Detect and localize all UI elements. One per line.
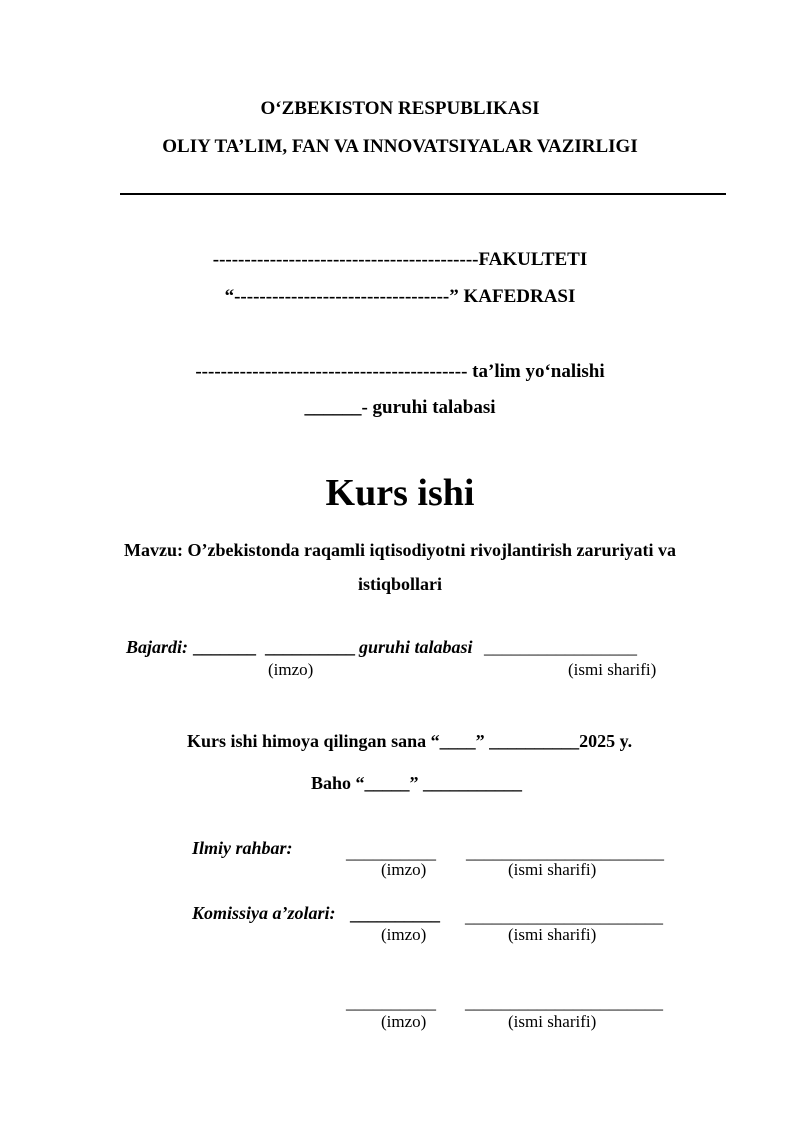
commission2-imzo-caption: (imzo) [381,1012,427,1031]
commission2-name-caption: (ismi sharifi) [508,1012,597,1031]
faculty-line: ------------------------------------------FAKULTETI [212,249,588,270]
performer-group-blank: __________ [265,637,355,657]
supervisor-name-blank: ______________________ [466,842,664,862]
commission-imzo-caption: (imzo) [381,925,427,944]
group-line: ______- guruhi talabasi [304,397,496,418]
performer-name-caption: (ismi sharifi) [568,660,657,679]
supervisor-label: Ilmiy rahbar: [192,838,293,858]
commission2-name-blank: ______________________ [465,992,663,1012]
supervisor-name-caption: (ismi sharifi) [508,860,597,879]
ministry-name: OLIY TA’LIM, FAN VA INNOVATSIYALAR VAZIRLIGI [162,136,638,157]
header-divider [120,193,726,195]
performer-label: Bajardi: [126,637,189,657]
performer-signature-blank: _______ [193,637,256,657]
document-title: Kurs ishi [325,472,475,514]
direction-line: ------------------------------------------- ta’lim yo‘nalishi [195,361,605,382]
topic-line-1: Mavzu: O’zbekistonda raqamli iqtisodiyotni rivojlantirish zaruriyati va [124,540,676,560]
supervisor-imzo-caption: (imzo) [381,860,427,879]
performer-name-blank: _________________ [484,637,637,657]
commission-name-caption: (ismi sharifi) [508,925,597,944]
grade-line: Baho “_____” ___________ [311,773,523,793]
defense-date-line: Kurs ishi himoya qilingan sana “____” __________2025 y. [187,731,633,751]
topic-line-2: istiqbollari [357,574,442,594]
performer-imzo-caption: (imzo) [268,660,314,679]
commission-name-blank: ______________________ [465,906,663,926]
commission-signature-blank: __________ [350,904,440,924]
performer-group-text: guruhi talabasi [359,637,473,657]
department-line: “----------------------------------” KAFEDRASI [224,286,576,307]
ministry-country: O‘ZBEKISTON RESPUBLIKASI [260,98,540,119]
commission2-signature-blank: __________ [346,992,436,1012]
commission-label: Komissiya a’zolari: [192,903,336,923]
supervisor-signature-blank: __________ [346,842,436,862]
